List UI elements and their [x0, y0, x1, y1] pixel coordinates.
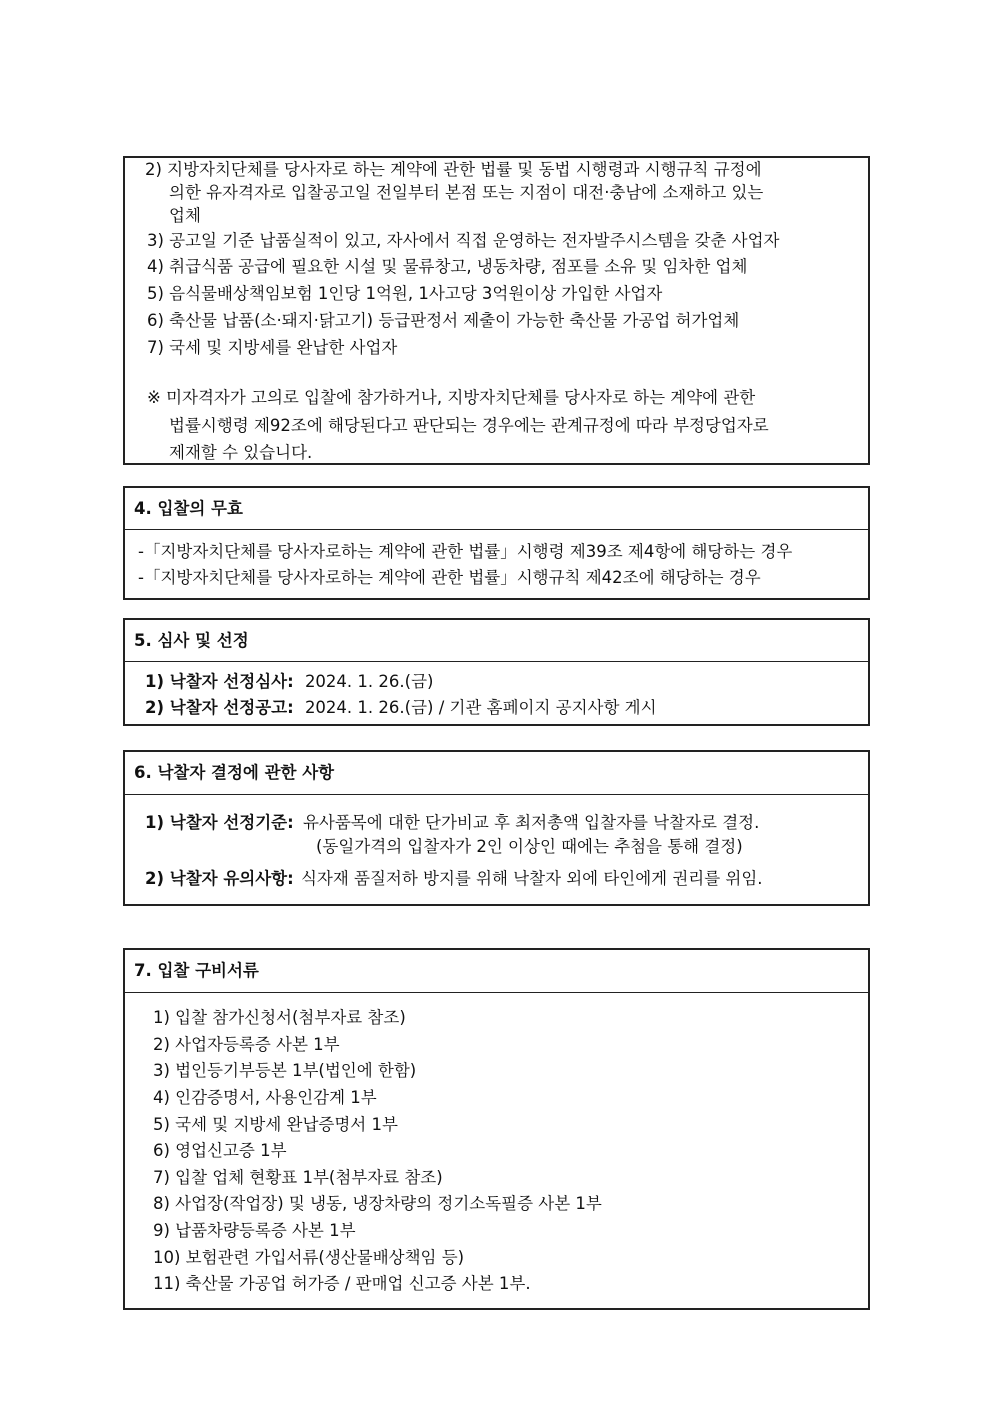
section-header — [125, 752, 868, 795]
note-text: ※ 미자격자가 고의로 입찰에 참가하거나, 지방자치단체를 당사자로 하는 계약에 관한 — [147, 388, 756, 407]
document-item: 9) 납품차량등록증 사본 1부 — [153, 1221, 356, 1240]
section-header — [125, 488, 868, 530]
document-item: 7) 입찰 업체 현황표 1부(첨부자료 참조) — [153, 1168, 443, 1187]
award-item — [145, 867, 763, 891]
invalid-bid-box — [123, 486, 870, 600]
document-item: 1) 입찰 참가신청서(첨부자료 참조) — [153, 1008, 406, 1027]
section-header — [125, 950, 868, 993]
item-label: 1) 낙찰자 선정심사: — [145, 672, 294, 691]
item-value: 유사품목에 대한 단가비교 후 최저총액 입찰자를 낙찰자로 결정. — [302, 813, 760, 832]
document-item: 5) 국세 및 지방세 완납증명서 1부 — [153, 1115, 398, 1134]
section-header — [125, 620, 868, 662]
qualification-item: 6) 축산물 납품(소·돼지·닭고기) 등급판정서 제출이 가능한 축산물 가공업 허가업체 — [147, 311, 740, 330]
award-item — [145, 811, 759, 835]
qualification-item: 4) 취급식품 공급에 필요한 시설 및 물류창고, 냉동차량, 점포를 소유 및 임차한 업체 — [147, 257, 748, 276]
document-item: 10) 보험관련 가입서류(생산물배상책임 등) — [153, 1248, 465, 1267]
award-sub: (동일가격의 입찰자가 2인 이상인 때에는 추첨을 통해 결정) — [316, 837, 743, 856]
section-title: 5. 심사 및 선정 — [134, 631, 249, 650]
review-box — [123, 618, 870, 726]
review-item — [145, 696, 657, 720]
note-text: 법률시행령 제92조에 해당된다고 판단되는 경우에는 관계규정에 따라 부정당업자로 — [169, 416, 769, 435]
document-item: 2) 사업자등록증 사본 1부 — [153, 1035, 340, 1054]
item-label: 2) 낙찰자 선정공고: — [145, 698, 294, 717]
invalid-item: -「지방자치단체를 당사자로하는 계약에 관한 법률」시행령 제39조 제4항에 해당하는 경우 — [138, 542, 793, 561]
document-item: 11) 축산물 가공업 허가증 / 판매업 신고증 사본 1부. — [153, 1274, 531, 1293]
section-title: 7. 입찰 구비서류 — [134, 961, 259, 980]
item-label: 1) 낙찰자 선정기준: — [145, 813, 294, 832]
item-label: 2) 낙찰자 유의사항: — [145, 869, 294, 888]
award-box — [123, 750, 870, 906]
qualification-item: 업체 — [169, 206, 201, 225]
qualification-box — [123, 156, 870, 465]
document-item: 3) 법인등기부등본 1부(법인에 한함) — [153, 1061, 417, 1080]
item-value: 식자재 품질저하 방지를 위해 낙찰자 외에 타인에게 권리를 위임. — [300, 869, 763, 888]
documents-box — [123, 948, 870, 1310]
review-item — [145, 670, 433, 694]
item-value: 2024. 1. 26.(금) — [304, 672, 434, 691]
document-item: 4) 인감증명서, 사용인감계 1부 — [153, 1088, 377, 1107]
qualification-item: 2) 지방자치단체를 당사자로 하는 계약에 관한 법률 및 동법 시행령과 시행규칙 규정에 — [145, 160, 762, 179]
note-text: 제재할 수 있습니다. — [169, 443, 313, 462]
section-title: 6. 낙찰자 결정에 관한 사항 — [134, 763, 335, 782]
section-title: 4. 입찰의 무효 — [134, 499, 243, 518]
item-value: 2024. 1. 26.(금) / 기관 홈페이지 공지사항 게시 — [304, 698, 657, 717]
document-item: 6) 영업신고증 1부 — [153, 1141, 287, 1160]
qualification-item: 의한 유자격자로 입찰공고일 전일부터 본점 또는 지점이 대전·충남에 소재하고 있는 — [169, 183, 764, 202]
qualification-item: 3) 공고일 기준 납품실적이 있고, 자사에서 직접 운영하는 전자발주시스템을 갖춘 사업자 — [147, 231, 780, 250]
invalid-item: -「지방자치단체를 당사자로하는 계약에 관한 법률」시행규칙 제42조에 해당하는 경우 — [138, 568, 761, 587]
document-item: 8) 사업장(작업장) 및 냉동, 냉장차량의 정기소독필증 사본 1부 — [153, 1194, 602, 1213]
qualification-item: 7) 국세 및 지방세를 완납한 사업자 — [147, 338, 398, 357]
qualification-item: 5) 음식물배상책임보험 1인당 1억원, 1사고당 3억원이상 가입한 사업자 — [147, 284, 663, 303]
